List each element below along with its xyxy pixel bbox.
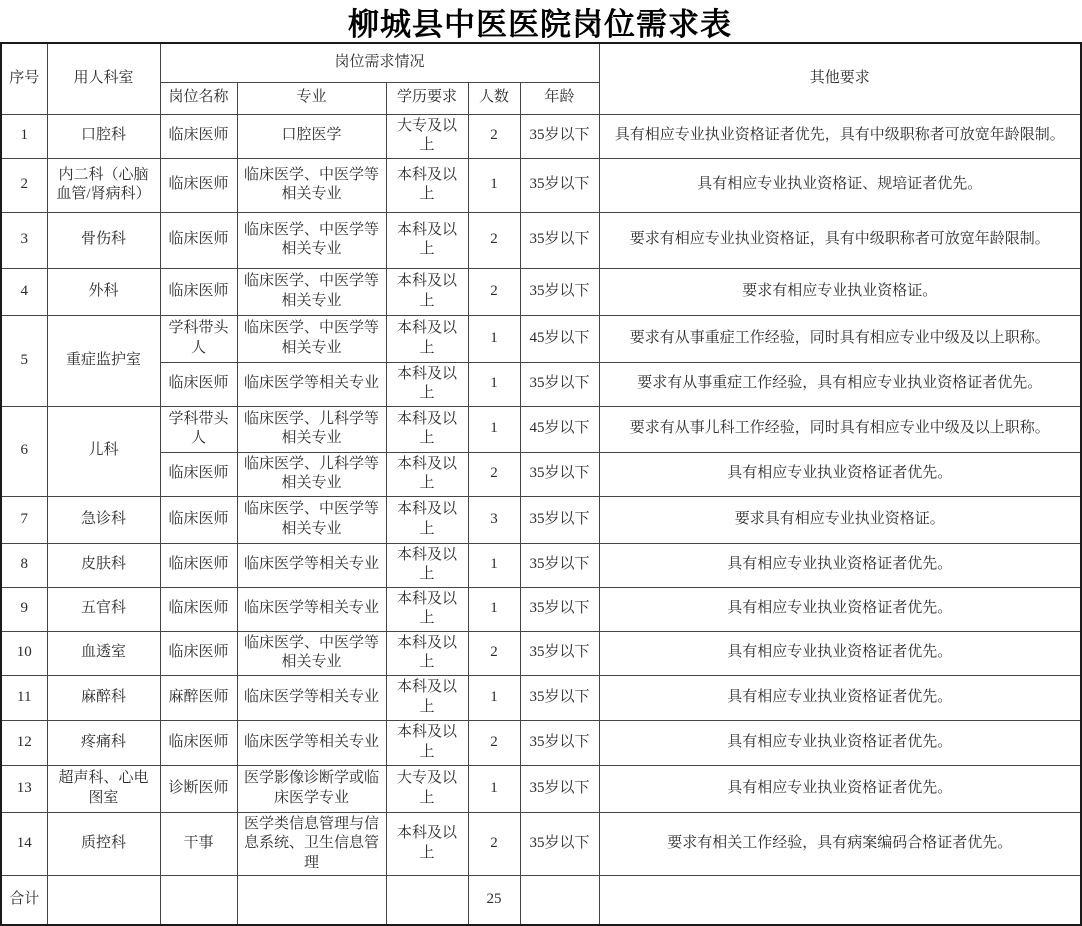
cell-no: 3 xyxy=(1,212,47,268)
cell-age-empty xyxy=(520,876,599,925)
cell-department: 皮肤科 xyxy=(47,543,160,587)
cell-other: 具有相应专业执业资格证者优先。 xyxy=(599,675,1081,720)
cell-department: 口腔科 xyxy=(47,114,160,158)
cell-age: 35岁以下 xyxy=(520,675,599,720)
cell-major: 医学影像诊断学或临床医学专业 xyxy=(237,765,386,812)
cell-position: 临床医师 xyxy=(160,543,237,587)
header-demand-group: 岗位需求情况 xyxy=(160,43,599,82)
table-row xyxy=(1,812,1081,876)
cell-department: 麻醉科 xyxy=(47,675,160,720)
table-row xyxy=(1,406,1081,452)
header-major: 专业 xyxy=(237,82,386,114)
cell-age: 35岁以下 xyxy=(520,362,599,406)
cell-other: 具有相应专业执业资格证者优先。 xyxy=(599,587,1081,631)
table-row xyxy=(1,765,1081,812)
cell-no: 7 xyxy=(1,496,47,543)
cell-other: 具有相应专业执业资格证者优先。 xyxy=(599,765,1081,812)
table-row xyxy=(1,315,1081,362)
cell-other: 具有相应专业执业资格证者优先。 xyxy=(599,720,1081,765)
cell-department: 超声科、心电图室 xyxy=(47,765,160,812)
cell-position: 学科带头人 xyxy=(160,406,237,452)
cell-other: 具有相应专业执业资格证者优先。 xyxy=(599,543,1081,587)
cell-no: 1 xyxy=(1,114,47,158)
cell-other: 具有相应专业执业资格证者优先，具有中级职称者可放宽年龄限制。 xyxy=(599,114,1081,158)
header-row-1 xyxy=(1,43,1081,82)
cell-no: 8 xyxy=(1,543,47,587)
cell-major: 医学类信息管理与信息系统、卫生信息管理 xyxy=(237,812,386,876)
cell-major: 临床医学等相关专业 xyxy=(237,675,386,720)
cell-education: 本科及以上 xyxy=(386,315,468,362)
cell-age: 35岁以下 xyxy=(520,114,599,158)
cell-major: 临床医学、儿科学等相关专业 xyxy=(237,452,386,496)
table-row xyxy=(1,496,1081,543)
cell-other-empty xyxy=(599,876,1081,925)
cell-education: 本科及以上 xyxy=(386,631,468,675)
cell-no: 4 xyxy=(1,268,47,315)
cell-count: 3 xyxy=(468,496,520,543)
cell-age: 35岁以下 xyxy=(520,452,599,496)
cell-major: 临床医学、中医学等相关专业 xyxy=(237,496,386,543)
cell-position: 临床医师 xyxy=(160,720,237,765)
cell-major: 临床医学等相关专业 xyxy=(237,587,386,631)
cell-age: 35岁以下 xyxy=(520,212,599,268)
header-department: 用人科室 xyxy=(47,43,160,114)
cell-count: 1 xyxy=(468,765,520,812)
table-row xyxy=(1,631,1081,675)
table-row xyxy=(1,587,1081,631)
cell-position: 临床医师 xyxy=(160,268,237,315)
cell-department: 骨伤科 xyxy=(47,212,160,268)
cell-age: 35岁以下 xyxy=(520,587,599,631)
cell-position: 临床医师 xyxy=(160,496,237,543)
page-title: 柳城县中医医院岗位需求表 xyxy=(348,6,732,42)
cell-age: 35岁以下 xyxy=(520,496,599,543)
cell-no: 2 xyxy=(1,158,47,212)
header-other: 其他要求 xyxy=(599,43,1081,114)
cell-count: 1 xyxy=(468,315,520,362)
cell-major-empty xyxy=(237,876,386,925)
cell-major: 临床医学、中医学等相关专业 xyxy=(237,212,386,268)
cell-department: 血透室 xyxy=(47,631,160,675)
header-position: 岗位名称 xyxy=(160,82,237,114)
cell-major: 临床医学等相关专业 xyxy=(237,362,386,406)
cell-education: 本科及以上 xyxy=(386,158,468,212)
cell-position: 学科带头人 xyxy=(160,315,237,362)
table-row xyxy=(1,158,1081,212)
cell-education: 本科及以上 xyxy=(386,406,468,452)
cell-education: 大专及以上 xyxy=(386,765,468,812)
cell-count: 1 xyxy=(468,158,520,212)
header-count: 人数 xyxy=(468,82,520,114)
table-row xyxy=(1,452,1081,496)
cell-no: 6 xyxy=(1,406,47,496)
cell-education: 本科及以上 xyxy=(386,812,468,876)
cell-education: 大专及以上 xyxy=(386,114,468,158)
cell-count: 1 xyxy=(468,675,520,720)
cell-count: 2 xyxy=(468,212,520,268)
table-row xyxy=(1,675,1081,720)
cell-position-empty xyxy=(160,876,237,925)
cell-position: 临床医师 xyxy=(160,631,237,675)
total-count: 25 xyxy=(468,876,520,925)
cell-age: 35岁以下 xyxy=(520,720,599,765)
cell-age: 45岁以下 xyxy=(520,406,599,452)
cell-count: 2 xyxy=(468,452,520,496)
cell-age: 35岁以下 xyxy=(520,631,599,675)
cell-count: 1 xyxy=(468,587,520,631)
job-requirements-table xyxy=(0,42,1082,926)
cell-department: 疼痛科 xyxy=(47,720,160,765)
table-row xyxy=(1,268,1081,315)
cell-count: 2 xyxy=(468,720,520,765)
table-row xyxy=(1,720,1081,765)
table-row xyxy=(1,212,1081,268)
cell-other: 具有相应专业执业资格证、规培证者优先。 xyxy=(599,158,1081,212)
cell-department: 儿科 xyxy=(47,406,160,496)
cell-education-empty xyxy=(386,876,468,925)
cell-count: 2 xyxy=(468,114,520,158)
cell-department: 五官科 xyxy=(47,587,160,631)
cell-no: 9 xyxy=(1,587,47,631)
header-age: 年龄 xyxy=(520,82,599,114)
cell-position: 临床医师 xyxy=(160,452,237,496)
table-row xyxy=(1,362,1081,406)
cell-count: 1 xyxy=(468,406,520,452)
cell-education: 本科及以上 xyxy=(386,587,468,631)
cell-position: 临床医师 xyxy=(160,212,237,268)
cell-other: 要求有相应专业执业资格证，具有中级职称者可放宽年龄限制。 xyxy=(599,212,1081,268)
cell-education: 本科及以上 xyxy=(386,543,468,587)
cell-age: 35岁以下 xyxy=(520,812,599,876)
cell-education: 本科及以上 xyxy=(386,675,468,720)
cell-age: 35岁以下 xyxy=(520,543,599,587)
cell-other: 具有相应专业执业资格证者优先。 xyxy=(599,631,1081,675)
cell-department: 内二科（心脑血管/肾病科） xyxy=(47,158,160,212)
cell-education: 本科及以上 xyxy=(386,212,468,268)
cell-position: 诊断医师 xyxy=(160,765,237,812)
cell-position: 临床医师 xyxy=(160,587,237,631)
cell-major: 临床医学、中医学等相关专业 xyxy=(237,315,386,362)
cell-major: 临床医学等相关专业 xyxy=(237,543,386,587)
cell-education: 本科及以上 xyxy=(386,496,468,543)
cell-other: 要求有从事儿科工作经验，同时具有相应专业中级及以上职称。 xyxy=(599,406,1081,452)
cell-position: 麻醉医师 xyxy=(160,675,237,720)
cell-no: 12 xyxy=(1,720,47,765)
cell-department: 质控科 xyxy=(47,812,160,876)
cell-department: 急诊科 xyxy=(47,496,160,543)
cell-count: 1 xyxy=(468,362,520,406)
cell-no: 5 xyxy=(1,315,47,406)
cell-position: 临床医师 xyxy=(160,158,237,212)
cell-other: 要求有从事重症工作经验，同时具有相应专业中级及以上职称。 xyxy=(599,315,1081,362)
total-row xyxy=(1,876,1081,925)
cell-education: 本科及以上 xyxy=(386,452,468,496)
cell-other: 要求具有相应专业执业资格证。 xyxy=(599,496,1081,543)
header-education: 学历要求 xyxy=(386,82,468,114)
cell-department: 外科 xyxy=(47,268,160,315)
cell-position: 干事 xyxy=(160,812,237,876)
cell-no: 11 xyxy=(1,675,47,720)
cell-major: 临床医学、中医学等相关专业 xyxy=(237,158,386,212)
cell-position: 临床医师 xyxy=(160,362,237,406)
cell-no: 14 xyxy=(1,812,47,876)
cell-count: 1 xyxy=(468,543,520,587)
cell-position: 临床医师 xyxy=(160,114,237,158)
cell-other: 具有相应专业执业资格证者优先。 xyxy=(599,452,1081,496)
cell-major: 口腔医学 xyxy=(237,114,386,158)
cell-age: 35岁以下 xyxy=(520,765,599,812)
cell-other: 要求有相关工作经验，具有病案编码合格证者优先。 xyxy=(599,812,1081,876)
cell-department: 重症监护室 xyxy=(47,315,160,406)
cell-count: 2 xyxy=(468,631,520,675)
cell-other: 要求有从事重症工作经验，具有相应专业执业资格证者优先。 xyxy=(599,362,1081,406)
cell-count: 2 xyxy=(468,812,520,876)
cell-major: 临床医学、中医学等相关专业 xyxy=(237,268,386,315)
cell-age: 35岁以下 xyxy=(520,268,599,315)
cell-other: 要求有相应专业执业资格证。 xyxy=(599,268,1081,315)
table-row xyxy=(1,543,1081,587)
header-no: 序号 xyxy=(1,43,47,114)
total-label: 合计 xyxy=(1,876,47,925)
cell-age: 45岁以下 xyxy=(520,315,599,362)
cell-no: 13 xyxy=(1,765,47,812)
cell-department-empty xyxy=(47,876,160,925)
cell-education: 本科及以上 xyxy=(386,720,468,765)
cell-education: 本科及以上 xyxy=(386,362,468,406)
cell-age: 35岁以下 xyxy=(520,158,599,212)
table-row xyxy=(1,114,1081,158)
cell-major: 临床医学、中医学等相关专业 xyxy=(237,631,386,675)
cell-no: 10 xyxy=(1,631,47,675)
cell-count: 2 xyxy=(468,268,520,315)
cell-major: 临床医学、儿科学等相关专业 xyxy=(237,406,386,452)
cell-major: 临床医学等相关专业 xyxy=(237,720,386,765)
cell-education: 本科及以上 xyxy=(386,268,468,315)
